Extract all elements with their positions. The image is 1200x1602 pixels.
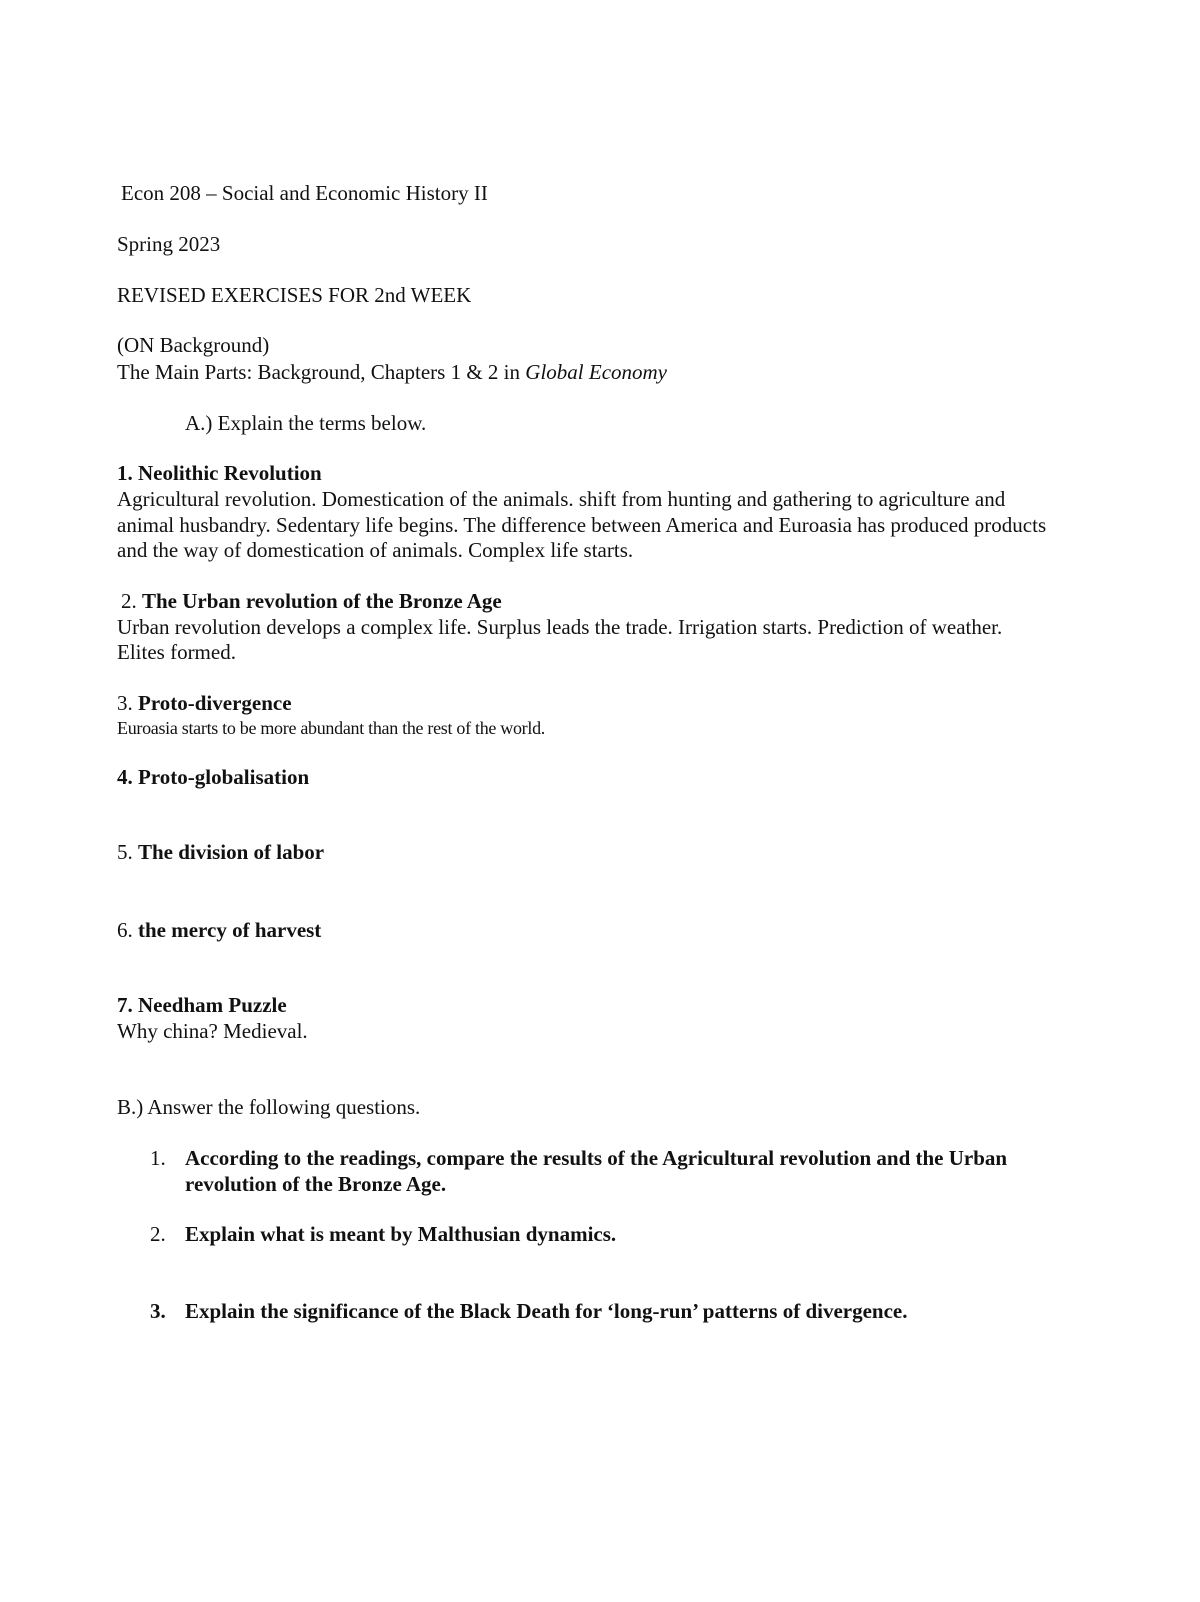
term: Spring 2023 [117,232,221,256]
question-text: Explain the significance of the Black Death for ‘long-run’ patterns of divergence. [185,1299,908,1323]
course-title: Econ 208 – Social and Economic History II [121,181,488,205]
page-title: REVISED EXERCISES FOR 2nd WEEK [117,283,472,307]
main-parts [117,360,667,384]
term-2-answer-line: Elites formed. [117,640,236,664]
section-b-heading: B.) Answer the following questions. [117,1095,421,1119]
question-number: 3. [150,1299,166,1323]
question-text: According to the readings, compare the results of the Agricultural revolution and the Urban [185,1146,1008,1170]
term-2: 2. The Urban revolution of the Bronze Age [121,589,502,613]
term-2-answer-line: Urban revolution develops a complex life. Surplus leads the trade. Irrigation starts. Prediction of weather. [117,615,1003,639]
question-number: 2. [150,1222,166,1246]
term-1-answer-line: Agricultural revolution. Domestication of the animals. shift from hunting and gathering to agriculture and [117,487,1006,511]
book-title: Global Economy [525,360,668,384]
term-1: 1. Neolithic Revolution [117,461,322,485]
term-4: 4. Proto-globalisation [117,765,310,789]
term-6: 6. the mercy of harvest [117,918,322,942]
term-1-answer-line: and the way of domestication of animals. Complex life starts. [117,538,634,562]
section-a-heading: A.) Explain the terms below. [185,411,427,435]
term-3-answer: Euroasia starts to be more abundant than the rest of the world. [117,718,545,738]
term-5: 5. The division of labor [117,840,325,864]
question-text: Explain what is meant by Malthusian dynamics. [185,1222,617,1246]
main-parts-text: The Main Parts: Background, Chapters 1 & 2 in [117,360,526,384]
term-3: 3. Proto-divergence [117,691,292,715]
term-1-answer-line: animal husbandry. Sedentary life begins. The difference between America and Euroasia has produced products [117,513,1047,537]
term-7-answer: Why china? Medieval. [117,1019,308,1043]
subtitle: (ON Background) [117,333,270,357]
question-number: 1. [150,1146,166,1170]
term-7: 7. Needham Puzzle [117,993,287,1017]
question-text: revolution of the Bronze Age. [185,1172,447,1196]
